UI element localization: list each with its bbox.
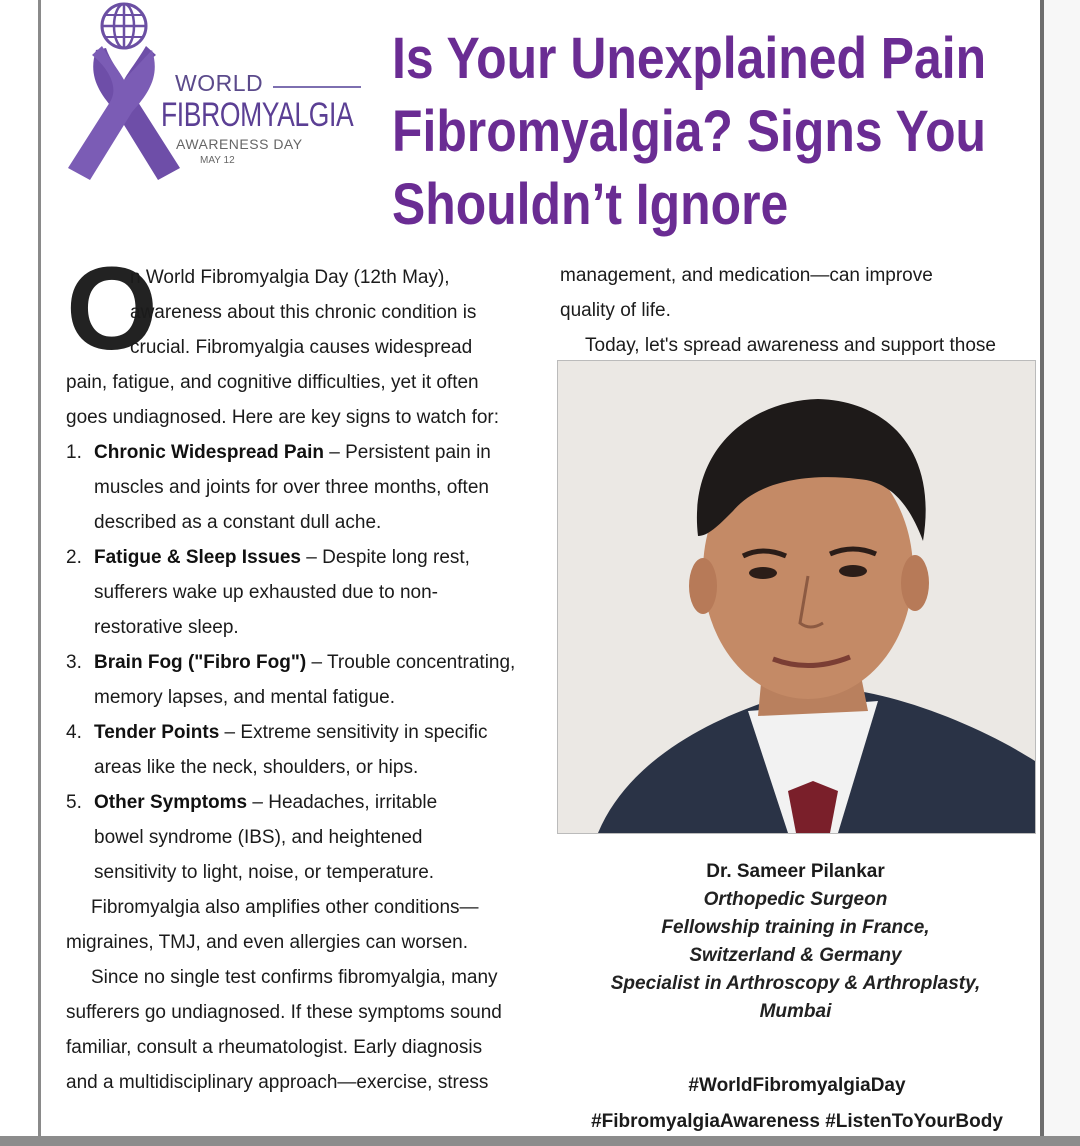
- bottom-border: [0, 1136, 1080, 1146]
- caption-line: Specialist in Arthroscopy & Arthroplasty,: [610, 973, 981, 994]
- sign-text: described as a constant dull ache.: [94, 512, 382, 533]
- headline-line: Fibromyalgia? Signs You: [392, 99, 987, 164]
- paragraph-line: migraines, TMJ, and even allergies can worsen.: [66, 932, 469, 953]
- page-edge-left: [38, 0, 41, 1146]
- sign-text: sufferers wake up exhausted due to non-: [94, 582, 438, 603]
- list-item: [66, 540, 542, 645]
- paragraph-line: sufferers go undiagnosed. If these symptoms sound: [66, 1002, 502, 1023]
- logo-rule: [273, 86, 361, 88]
- paragraph-line: Fibromyalgia also amplifies other conditions—: [91, 897, 479, 918]
- logo-world: WORLD: [175, 70, 264, 96]
- sign-text: – Headaches, irritable: [247, 792, 438, 813]
- caption-line: Switzerland & Germany: [689, 945, 902, 966]
- article-left-column: [66, 243, 542, 1100]
- sign-title: Fatigue & Sleep Issues: [94, 547, 301, 568]
- list-item: [66, 785, 542, 890]
- paragraph-line: Today, let's spread awareness and support those: [585, 335, 996, 356]
- list-number: 5.: [66, 792, 82, 813]
- logo-date: MAY 12: [200, 155, 235, 166]
- sign-text: areas like the neck, shoulders, or hips.: [94, 757, 419, 778]
- lead-paragraph: [66, 243, 542, 375]
- logo-fibromyalgia: FIBROMYALGIA: [161, 96, 354, 134]
- caption-line: Fellowship training in France,: [661, 917, 930, 938]
- intro-line: goes undiagnosed. Here are key signs to watch for:: [66, 407, 500, 428]
- doctor-photo: [557, 360, 1036, 834]
- sign-title: Chronic Widespread Pain: [94, 442, 324, 463]
- sign-text: sensitivity to light, noise, or temperature.: [94, 862, 435, 883]
- list-item: [66, 645, 542, 715]
- sign-text: – Persistent pain in: [324, 442, 491, 463]
- intro-line: pain, fatigue, and cognitive difficulties, yet it often: [66, 372, 479, 393]
- lead-line: awareness about this chronic condition is: [130, 302, 477, 323]
- article-right-column: [560, 258, 1030, 363]
- list-number: 3.: [66, 652, 82, 673]
- sign-text: muscles and joints for over three months, often: [94, 477, 489, 498]
- headline-line: Is Your Unexplained Pain: [392, 26, 987, 91]
- sign-text: memory lapses, and mental fatigue.: [94, 687, 395, 708]
- list-item: [66, 715, 542, 785]
- sign-text: – Trouble concentrating,: [306, 652, 516, 673]
- doctor-name: Dr. Sameer Pilankar: [706, 861, 885, 882]
- paragraph-line: and a multidisciplinary approach—exercise, stress: [66, 1072, 489, 1093]
- list-number: 1.: [66, 442, 82, 463]
- list-item: [66, 435, 542, 540]
- photo-caption: [557, 858, 1034, 1026]
- list-number: 2.: [66, 547, 82, 568]
- sign-text: – Extreme sensitivity in specific: [219, 722, 488, 743]
- sign-title: Tender Points: [94, 722, 220, 743]
- lead-line: n World Fibromyalgia Day (12th May),: [130, 267, 450, 288]
- sign-text: – Despite long rest,: [300, 547, 470, 568]
- paragraph-line: quality of life.: [560, 300, 671, 321]
- dropcap: O: [66, 243, 158, 375]
- page-margin-right: [1044, 0, 1080, 1146]
- sign-text: restorative sleep.: [94, 617, 239, 638]
- list-number: 4.: [66, 722, 82, 743]
- sign-title: Brain Fog ("Fibro Fog"): [94, 652, 307, 673]
- logo-awareness-day: AWARENESS DAY: [176, 136, 303, 152]
- headline: [392, 22, 1032, 241]
- hashtag-line: #WorldFibromyalgiaDay: [688, 1075, 906, 1096]
- caption-line: Orthopedic Surgeon: [703, 889, 888, 910]
- sign-title: Other Symptoms: [94, 792, 248, 813]
- caption-line: Mumbai: [759, 1001, 832, 1022]
- awareness-logo: [68, 0, 378, 210]
- hashtags: [557, 1068, 1037, 1140]
- lead-line: crucial. Fibromyalgia causes widespread: [130, 337, 473, 358]
- sign-text: bowel syndrome (IBS), and heightened: [94, 827, 423, 848]
- hashtag-line: #FibromyalgiaAwareness #ListenToYourBody: [591, 1111, 1003, 1132]
- paragraph-line: management, and medication—can improve: [560, 265, 933, 286]
- paragraph-line: familiar, consult a rheumatologist. Early diagnosis: [66, 1037, 483, 1058]
- paragraph-line: Since no single test confirms fibromyalgia, many: [91, 967, 498, 988]
- headline-line: Shouldn’t Ignore: [392, 172, 789, 237]
